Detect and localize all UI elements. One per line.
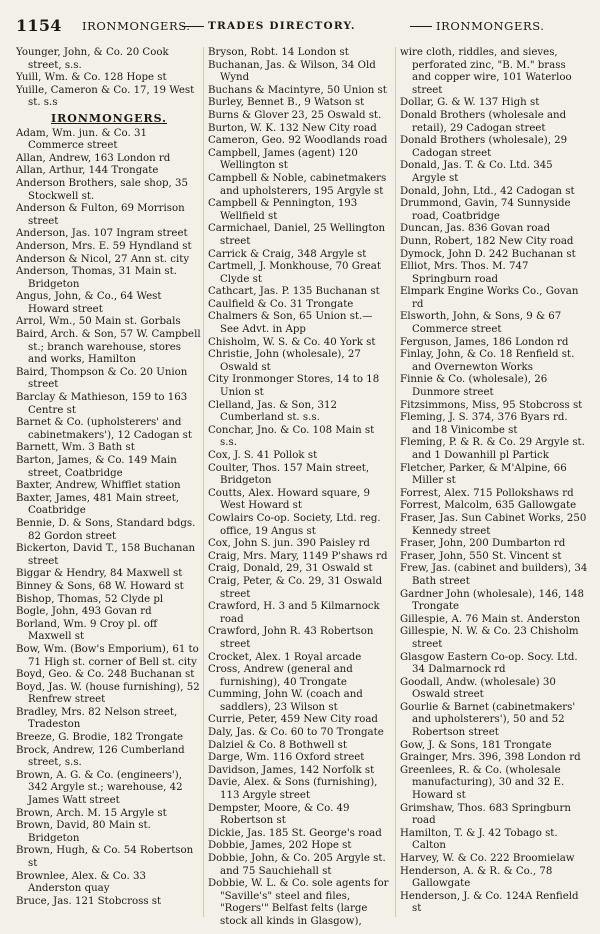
directory-entry: Cox, John S. jun. 390 Paisley rd [208,538,370,550]
directory-entry: Cathcart, Jas. P. 135 Buchanan st [208,286,380,298]
directory-entry: Coulter, Thos. 157 Main street, Bridgeton [208,462,370,487]
directory-entry: Adam, Wm. jun. & Co. 31 Commerce street [16,127,147,152]
directory-entry: Harvey, W. & Co. 222 Broomielaw [400,853,575,864]
directory-entry: Cartmell, J. Monkhouse, 70 Great Clyde st [208,261,381,285]
directory-entry: Crocket, Alex. 1 Royal arcade [208,651,362,663]
directory-entry: Yuille, Cameron & Co. 17, 19 West st. s.s [16,84,195,109]
directory-entry: Barnet & Co. (upholsterers' and cabinetmakers'), 12 Cadogan st [16,417,192,441]
directory-entry: Anderson, Jas. 107 Ingram street [16,228,188,240]
directory-entry: Baxter, Andrew, Whifflet station [16,480,181,492]
directory-entry: Goodall, Andw. (wholesale) 30 Oswald street [400,676,556,701]
directory-entry: Borland, Wm. 9 Croy pl. off Maxwell st [16,618,158,643]
directory-entry: Gardner John (wholesale), 146, 148 Trongate [400,588,584,613]
directory-entry: Coutts, Alex. Howard square, 9 West Howard st [208,487,370,512]
directory-entry: Cross, Andrew (general and furnishing), 40 Trongate [208,664,353,688]
directory-entry: Finlay, John, & Co. 18 Renfield st. and Overnewton Works [400,349,575,373]
directory-entry: Burton, W. K. 132 New City road [208,122,377,134]
column-gutter-1 [203,47,204,917]
column-gutter-2 [395,47,396,917]
directory-entry: Baxter, James, 481 Main street, Coatbridge [16,492,180,517]
directory-entry: Fleming, J. S. 374, 376 Byars rd. and 18 Vinicombe st [400,412,568,436]
directory-entry: Anderson Brothers, sale shop, 35 Stockwell st. [16,177,188,202]
directory-entry: Donald Brothers (wholesale), 29 Cadogan street [400,135,568,159]
directory-entry: Binney & Sons, 68 W. Howard st [16,580,184,592]
directory-entry: Bennie, D. & Sons, Standard bdgs. 82 Gordon street [16,517,196,542]
directory-entry: Davie, Alex. & Sons (furnishing), 113 Argyle street [208,777,378,802]
directory-entry: Bow, Wm. (Bow's Emporium), 61 to 71 High st. corner of Bell st. city [16,643,199,668]
directory-entry: Barton, James, & Co. 149 Main street, Coatbridge [16,455,177,479]
directory-entry: Fleming, P. & R. & Co. 29 Argyle st. and 1 Dowanhill pl Partick [400,437,585,461]
directory-entry: Cox, J. S. 41 Pollok st [208,450,318,461]
directory-entry: Chalmers & Son, 65 Union st.— See Advt. in App [208,311,373,336]
directory-entry: Anderson, Mrs. E. 59 Hyndland st [16,240,192,252]
directory-entry: Allan, Andrew, 163 London rd [16,152,171,164]
directory-entry: Dickie, Jas. 185 St. George's road [208,827,382,839]
directory-entry: Darge, Wm. 116 Oxford street [208,752,365,764]
directory-entry: Brown, Arch. M. 15 Argyle st [16,807,167,819]
header-right-title: IRONMONGERS. [436,19,545,33]
directory-entry: Brownlee, Alex. & Co. 33 Anderston quay [16,870,146,895]
directory-entry: Fitzsimmons, Miss, 95 Stobcross st [400,399,583,411]
directory-entry: Brock, Andrew, 126 Cumberland street, s.s. [16,744,185,769]
directory-entry: Ferguson, James, 186 London rd [400,336,569,348]
directory-entry: Barnett, Wm. 3 Bath st [16,442,135,454]
directory-entry: Dempster, Moore, & Co. 49 Robertson st [208,802,350,827]
header-left-title: IRONMONGERS. [82,19,191,33]
directory-entry: Angus, John, & Co., 64 West Howard street [16,291,162,315]
directory-entry: Bradley, Mrs. 82 Nelson street, Tradeston [16,706,178,731]
directory-entry: Forrest, Malcolm, 635 Gallowgate [400,500,577,512]
directory-entry: Glasgow Eastern Co-op. Socy. Ltd. 34 Dalmarnock rd [400,651,578,676]
directory-entry: Davidson, James, 142 Norfolk st [208,764,375,776]
directory-entry: Boyd, Jas. W. (house furnishing), 52 Renfrew street [16,681,200,706]
directory-entry: Baird, Arch. & Son, 57 W. Campbell st.; branch warehouse, stores and works, Hamilton [16,329,201,366]
directory-entry: Elmpark Engine Works Co., Govan rd [400,286,579,310]
directory-entry: Greenlees, R. & Co. (wholesale manufacturing), 30 and 32 E. Howard st [400,764,565,802]
column-1 [16,47,202,927]
directory-entry: Fraser, Jas. Sun Cabinet Works, 250 Kennedy street [400,512,587,537]
directory-entry: Burns & Glover 23, 25 Oswald st. [208,109,382,121]
directory-entry: Arrol, Wm., 50 Main st. Gorbals [16,316,181,328]
directory-entry: Anderson & Nicol, 27 Ann st. city [16,253,190,265]
directory-entry: Campbell & Noble, cabinetmakers and upholsterers, 195 Argyle st [208,172,387,197]
directory-entry: Finnie & Co. (wholesale), 26 Dunmore street [400,374,548,399]
directory-entry: Chisholm, W. S. & Co. 40 York st [208,336,376,348]
directory-entry: Forrest, Alex. 715 Pollokshaws rd [400,487,574,499]
column-3 [400,47,588,927]
directory-entry: Drummond, Gavin, 74 Sunnyside road, Coatbridge [400,198,571,222]
page-header [16,16,586,38]
directory-entry: Grimshaw, Thos. 683 Springburn road [400,802,571,827]
directory-entry: Donald, Jas. T. & Co. Ltd. 345 Argyle st [400,160,553,184]
directory-entry: Dobbie, W. L. & Co. sole agents for "Saville's" steel and files, "Rogers'" Belfast felts (large stock all kinds in Glasgow), [208,878,389,927]
directory-entry: Daly, Jas. & Co. 60 to 70 Trongate [208,727,384,739]
directory-entry: Younger, John, & Co. 20 Cook street, s.s. [16,47,169,71]
directory-entry: Gillespie, N. W. & Co. 23 Chisholm street [400,626,579,650]
directory-entry: Barclay & Mathieson, 159 to 163 Centre st [16,392,188,416]
directory-entry: Craig, Mrs. Mary, 1149 P'shaws rd [208,550,388,562]
header-divider-right [410,26,432,27]
directory-entry: Cameron, Geo. 92 Woodlands road [208,135,388,147]
directory-entry: Currie, Peter, 459 New City road [208,714,378,726]
directory-entry: Gow, J. & Sons, 181 Trongate [400,739,552,751]
directory-entry: Grainger, Mrs. 396, 398 London rd [400,752,581,764]
directory-entry: Cumming, John W. (coach and saddlers), 23 Wilson st [208,689,363,713]
directory-entry: Duncan, Jas. 836 Govan road [400,223,551,235]
directory-entry: Christie, John (wholesale), 27 Oswald st [208,349,361,373]
directory-entry: Elsworth, John, & Sons, 9 & 67 Commerce street [400,311,562,336]
section-heading: IRONMONGERS. [50,111,168,125]
directory-entry: Buchans & Macintyre, 50 Union st [208,84,387,96]
header-center-title: TRADES DIRECTORY. [208,20,356,32]
directory-entry: Conchar, Jno. & Co. 108 Main st s.s. [208,424,375,449]
directory-entry: Baird, Thompson & Co. 20 Union street [16,366,188,391]
directory-entry: Henderson, A. & R. & Co., 78 Gallowgate [400,865,553,890]
directory-entry: Hamilton, T. & J. 42 Tobago st. Calton [400,827,558,852]
directory-entry: Carrick & Craig, 348 Argyle st [208,248,367,260]
directory-entry-continuation: wire cloth, riddles, and sieves, perforated zinc, "B. M." brass and copper wire, 101 Waterloo street [400,47,572,96]
directory-entry: Boyd, Geo. & Co. 248 Buchanan st [16,669,195,681]
directory-entry: Fraser, John, 550 St. Vincent st [400,550,562,562]
directory-entry: Bishop, Thomas, 52 Clyde pl [16,593,164,605]
directory-entry: Biggar & Hendry, 84 Maxwell st [16,568,183,580]
directory-entry: Dobbie, John, & Co. 205 Argyle st. and 75 Sauchiehall st [208,853,386,877]
directory-entry: City Ironmonger Stores, 14 to 18 Union st [208,374,380,399]
directory-entry: Brown, A. G. & Co. (engineers'), 342 Argyle st.; warehouse, 42 James Watt street [16,769,183,807]
directory-entry: Gillespie, A. 76 Main st. Anderston [400,613,581,625]
directory-entry: Craig, Peter, & Co. 29, 31 Oswald street [208,575,383,600]
directory-entry: Clelland, Jas. & Son, 312 Cumberland st. s.s. [208,399,337,424]
directory-entry: Fraser, John, 200 Dumbarton rd [400,538,566,550]
directory-entry: Dymock, John D. 242 Buchanan st [400,248,576,260]
directory-entry: Allan, Arthur, 144 Trongate [16,165,159,177]
directory-entry: Crawford, H. 3 and 5 Kilmarnock road [208,601,380,625]
directory-entry: Elliot, Mrs. Thos. M. 747 Springburn road [400,261,529,285]
directory-entry: Dobbie, James, 202 Hope st [208,840,352,852]
directory-entry: Dollar, G. & W. 137 High st [400,97,540,109]
directory-entry: Dunn, Robert, 182 New City road [400,235,574,247]
directory-entry: Burley, Bennet B., 9 Watson st [208,97,365,109]
directory-entry: Frew, Jas. (cabinet and builders), 34 Bath street [400,563,588,587]
header-divider-left [182,26,204,27]
directory-entry: Buchanan, Jas. & Wilson, 34 Old Wynd [208,59,376,84]
page-number: 1154 [16,16,62,35]
directory-entry: Fletcher, Parker, & M'Alpine, 66 Miller st [400,462,567,487]
directory-entry: Anderson & Fulton, 69 Morrison street [16,203,185,227]
directory-entry: Brown, David, 80 Main st. Bridgeton [16,820,151,844]
directory-entry: Caulfield & Co. 31 Trongate [208,298,354,310]
directory-entry: Carmichael, Daniel, 25 Wellington street [208,223,386,247]
directory-entry: Henderson, J. & Co. 124A Renfield st [400,890,579,915]
directory-entry: Bryson, Robt. 14 London st [208,47,349,58]
directory-entry: Campbell, James (agent) 120 Wellington st [208,147,358,172]
directory-entry: Bruce, Jas. 121 Stobcross st [16,895,162,907]
directory-entry: Bickerton, David T., 158 Buchanan street [16,543,196,567]
directory-entry: Bogle, John, 493 Govan rd [16,606,152,618]
directory-entry: Dalziel & Co. 8 Bothwell st [208,739,348,751]
directory-entry: Crawford, John R. 43 Robertson street [208,626,374,650]
directory-entry: Yuill, Wm. & Co. 128 Hope st [16,72,167,84]
directory-entry: Craig, Donald, 29, 31 Oswald st [208,563,373,575]
directory-entry: Brown, Hugh, & Co. 54 Robertson st [16,845,194,869]
directory-entry: Campbell & Pennington, 193 Wellfield st [208,198,358,222]
directory-entry: Gourlie & Barnet (cabinetmakers' and upholsterers'), 50 and 52 Robertson street [400,701,576,739]
directory-entry: Breeze, G. Brodie, 182 Trongate [16,732,184,744]
directory-entry: Anderson, Thomas, 31 Main st. Bridgeton [16,266,177,290]
directory-entry: Donald Brothers (wholesale and retail), 29 Cadogan street [400,109,567,134]
directory-entry: Donald, John, Ltd., 42 Cadogan st [400,185,575,197]
directory-entry: Cowlairs Co-op. Society, Ltd. reg. office, 19 Angus st [208,512,381,537]
column-2 [208,47,394,927]
